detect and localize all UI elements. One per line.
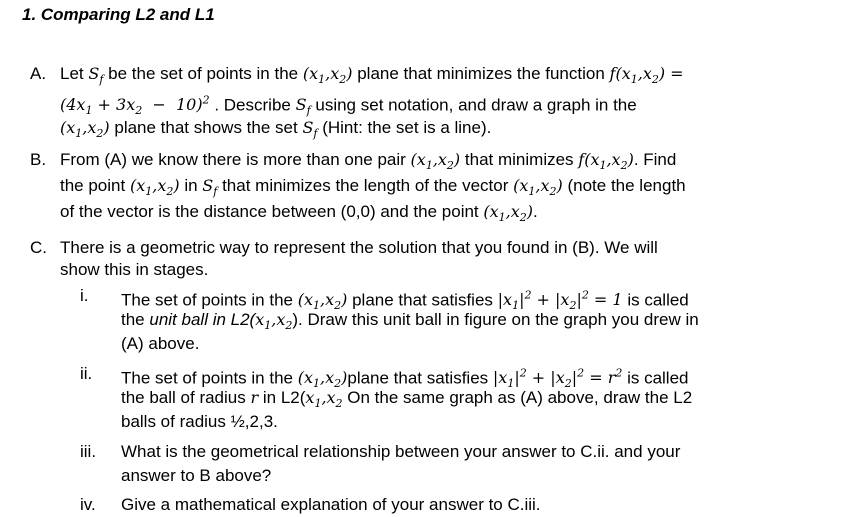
section-b-line-2: the point $(x_1,x_2)$ in $S_f$ that minimizes the length of the vector $(x_1,x_2)$ (note the length xyxy=(60,176,686,199)
section-a-line-3: $(x_1,x_2)$ plane that shows the set $S_f$ (Hint: the set is a line). xyxy=(60,118,492,141)
section-a-marker: A. xyxy=(30,64,47,83)
section-c-line-1: There is a geometric way to represent the solution that you found in (B). We will xyxy=(60,238,658,257)
section-c-line-2: show this in stages. xyxy=(60,260,209,279)
subitem-iii-line-2: answer to B above? xyxy=(121,466,272,485)
subitem-i-line-1: The set of points in the $(x_1,x_2)$ plane that satisfies $|x_1|^2 + |x_2|^2 = 1$ is called xyxy=(121,289,689,313)
section-b-marker: B. xyxy=(30,150,47,169)
subitem-iv-marker: iv. xyxy=(80,495,96,514)
section-c-marker: C. xyxy=(30,238,47,257)
subitem-iv-line-1: Give a mathematical explanation of your answer to C.iii. xyxy=(121,495,541,514)
subitem-i-marker: i. xyxy=(80,286,89,305)
subitem-ii-line-1: The set of points in the $(x_1,x_2)plane$ that satisfies $|x_1|^2 + |x_2|^2 = r^2$ is called xyxy=(121,367,689,391)
subitem-i-line-3: (A) above. xyxy=(121,334,200,353)
subitem-i-line-2: the unit ball in $L2(x_1,x_2)$. Draw this unit ball in figure on the graph you drew in xyxy=(121,310,699,333)
section-b-line-1: From (A) we know there is more than one pair $(x_1,x_2)$ that minimizes $f(x_1,x_2)$. Find xyxy=(60,150,677,173)
section-a-line-1: Let $S_f$ be the set of points in the $(x_1,x_2)$ plane that minimizes the function $f(x_1,x_2)$ = xyxy=(60,64,684,87)
subitem-ii-line-2: the ball of radius r in $L2(x_1,x_2$ On the same graph as (A) above, draw the L2 xyxy=(121,388,693,411)
subitem-iii-marker: iii. xyxy=(80,442,97,461)
section-a-line-2: $(4x_1 + 3x_2 - 10)^2$ . Describe $S_f$ using set notation, and draw a graph in the xyxy=(60,94,637,118)
subitem-iii-line-1: What is the geometrical relationship between your answer to C.ii. and your xyxy=(121,442,681,461)
section-b-line-3: of the vector is the distance between (0,0) and the point $(x_1,x_2)$. xyxy=(60,202,538,225)
page-title: 1. Comparing L2 and L1 xyxy=(22,5,215,24)
subitem-ii-marker: ii. xyxy=(80,364,93,383)
subitem-ii-line-3: balls of radius ½,2,3. xyxy=(121,412,278,431)
